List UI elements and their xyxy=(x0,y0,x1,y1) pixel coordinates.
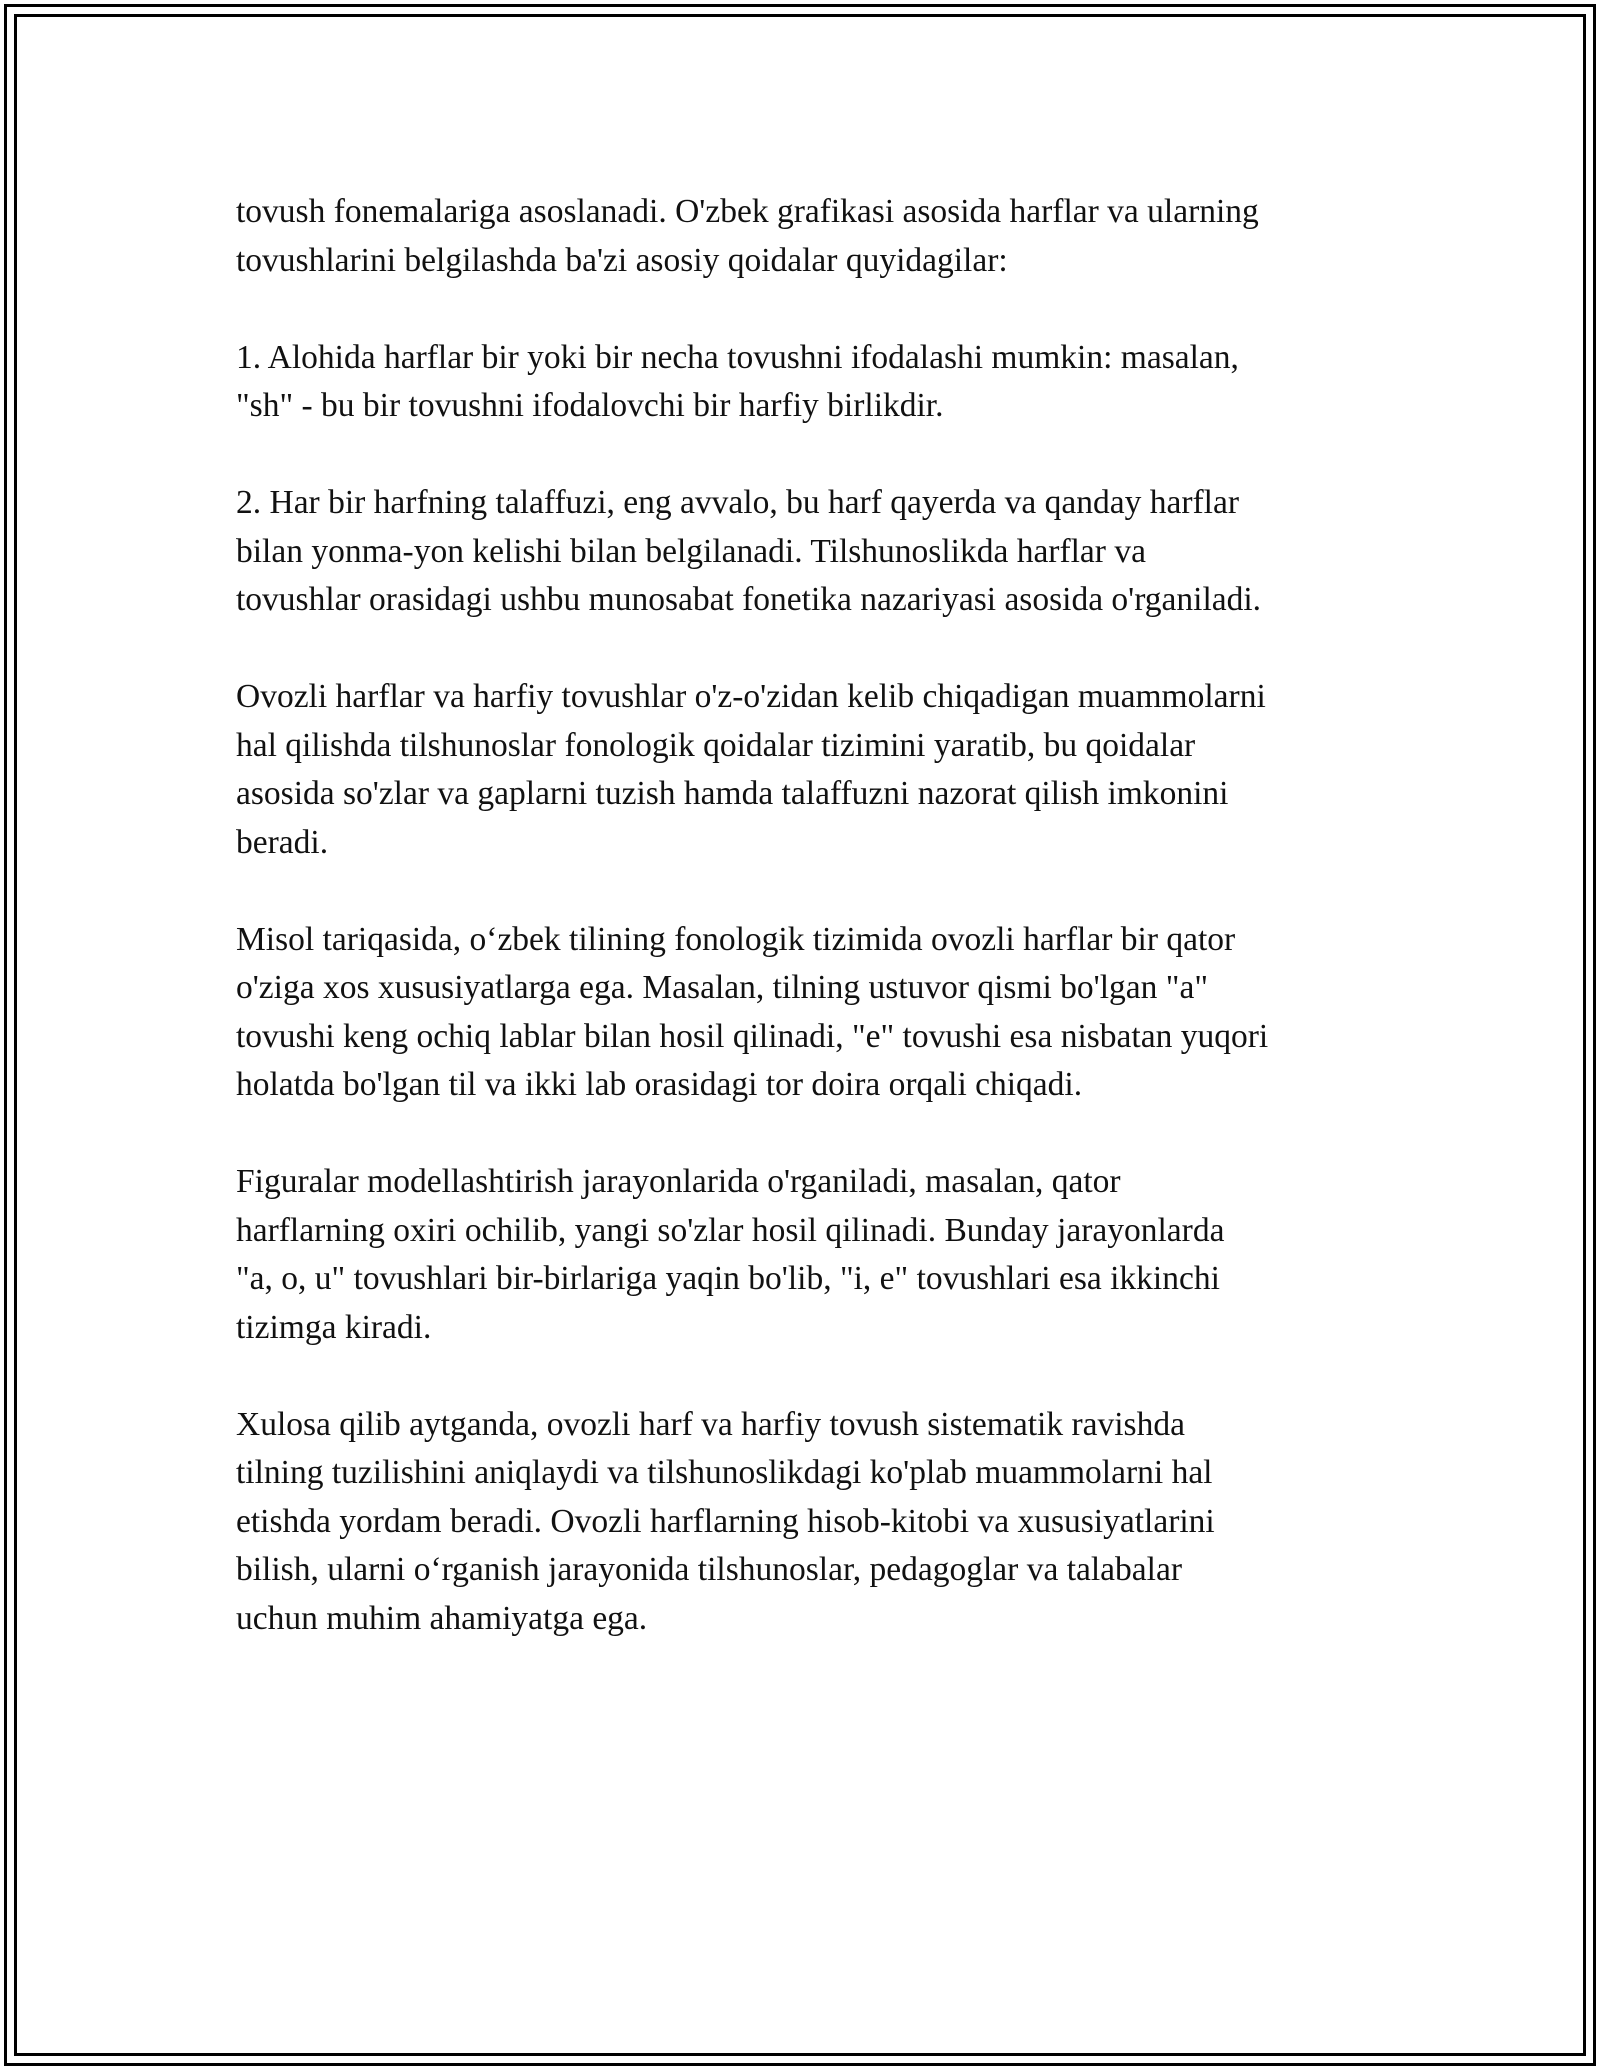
paragraph-intro: tovush fonemalariga asoslanadi. O'zbek grafikasi asosida harflar va ularning tovushlarini belgilashda ba'zi asosiy qoidalar quyidagilar: xyxy=(236,193,1259,279)
paragraph-rule-2: 2. Har bir harfning talaffuzi, eng avvalo, bu harf qayerda va qanday harflar bilan yonma-yon kelishi bilan belgilanadi. Tilshunoslikda harflar va tovushlar orasidagi ushbu munosabat fonetika nazariyasi asosida o'rganiladi. xyxy=(236,484,1262,618)
paragraph-conclusion: Xulosa qilib aytganda, ovozli harf va harfiy tovush sistematik ravishda tilning tuzilishini aniqlaydi va tilshunoslikdagi ko'plab muammolarni hal etishda yordam beradi. Ovozli harflarning hisob-kitobi va xususiyatlarini bilish, ularni o‘rganish jarayonida tilshunoslar, pedagoglar va talabalar uchun muhim ahamiyatga ega. xyxy=(236,1405,1215,1637)
document-body xyxy=(236,188,1386,1692)
paragraph-example: Misol tariqasida, o‘zbek tilining fonologik tizimida ovozli harflar bir qator o'ziga xos xususiyatlarga ega. Masalan, tilning ustuvor qismi bo'lgan "a" tovushi keng ochiq lablar bilan hosil qilinadi, "e" tovushi esa nisbatan yuqori holatda bo'lgan til va ikki lab orasidagi tor doira orqali chiqadi. xyxy=(236,920,1269,1103)
paragraph-phonology: Ovozli harflar va harfiy tovushlar o'z-o'zidan kelib chiqadigan muammolarni hal qilishda tilshunoslar fonologik qoidalar tizimini yaratib, bu qoidalar asosida so'zlar va gaplarni tuzish hamda talaffuzni nazorat qilish imkonini beradi. xyxy=(236,678,1266,861)
paragraph-figures: Figuralar modellashtirish jarayonlarida o'rganiladi, masalan, qator harflarning oxiri ochilib, yangi so'zlar hosil qilinadi. Bunday jarayonlarda "a, o, u" tovushlari bir-birlariga yaqin bo'lib, "i, e" tovushlari esa ikkinchi tizimga kiradi. xyxy=(236,1163,1225,1346)
paragraph-rule-1: 1. Alohida harflar bir yoki bir necha tovushni ifodalashi mumkin: masalan, "sh" - bu bir tovushni ifodalovchi bir harfiy birlikdir. xyxy=(236,338,1239,424)
